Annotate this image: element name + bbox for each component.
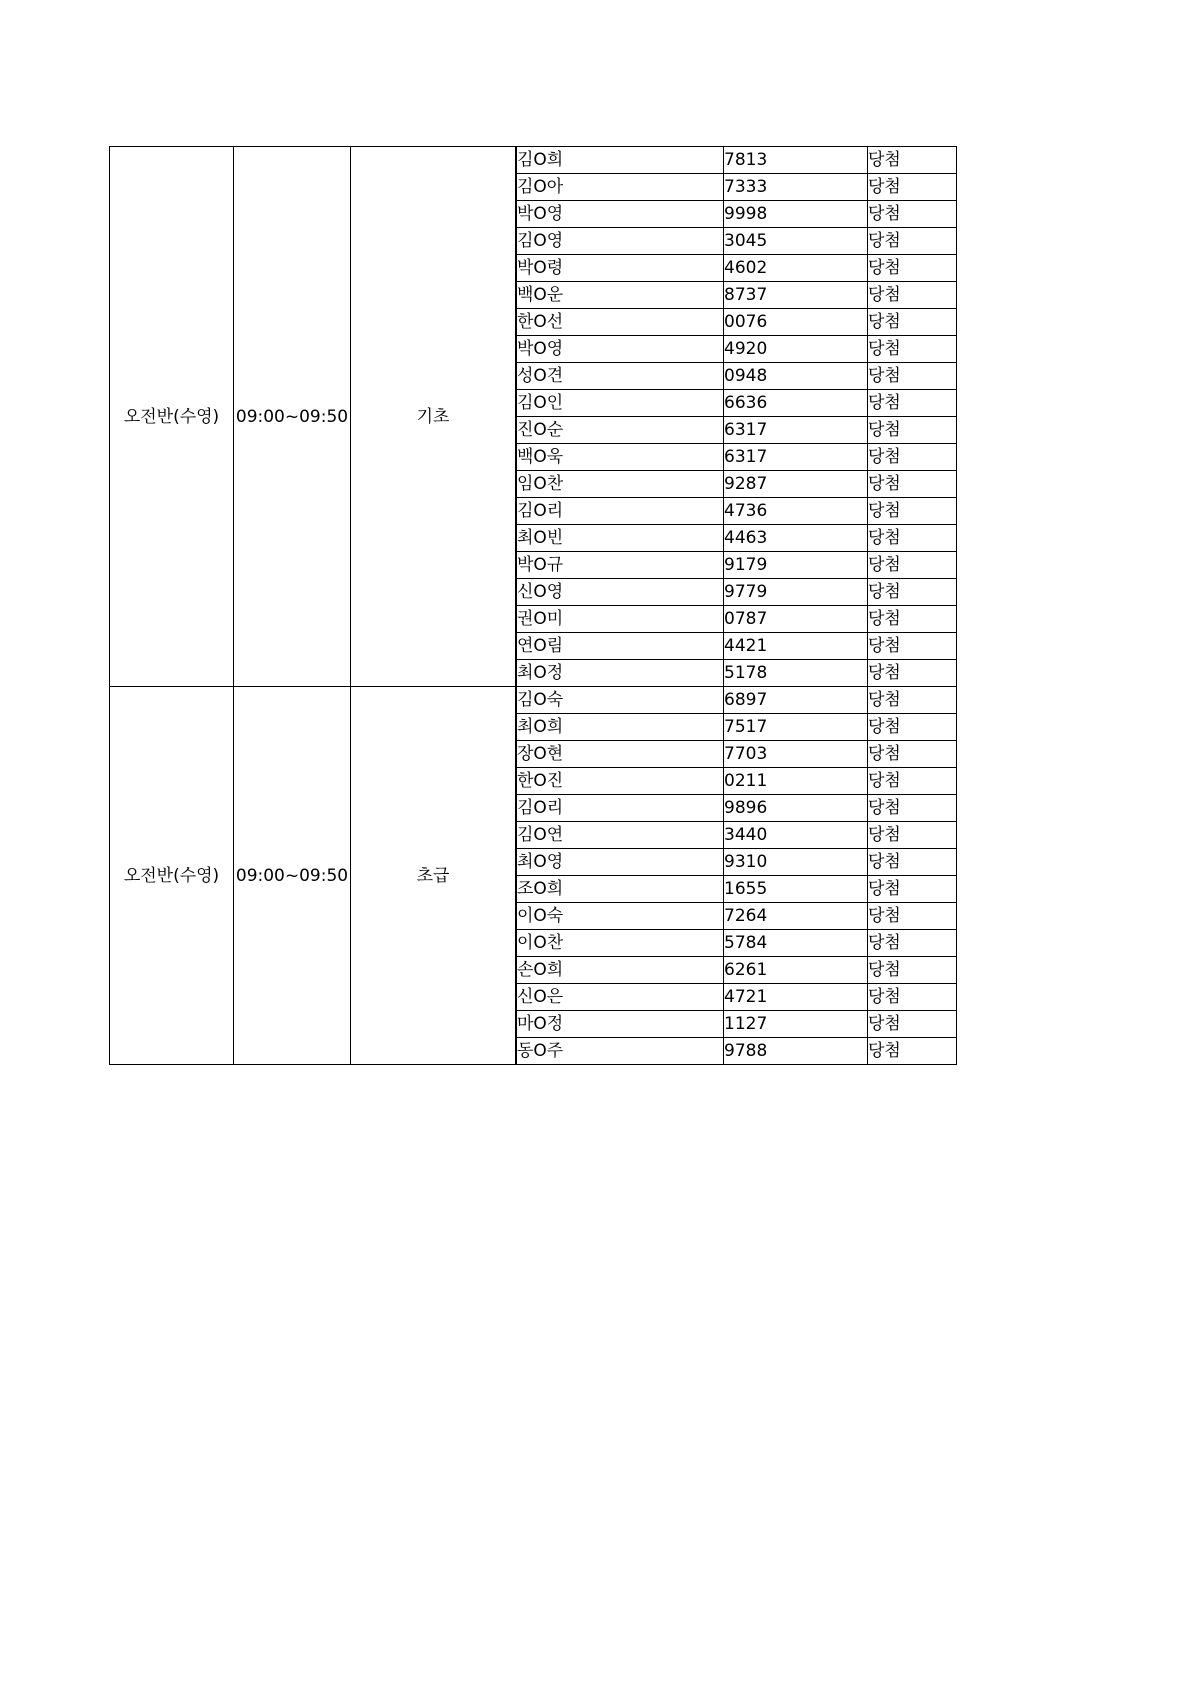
applicant-number-cell: 1127 xyxy=(724,1011,868,1038)
applicant-number-cell: 5178 xyxy=(724,660,868,687)
time-cell: 09:00~09:50 xyxy=(234,147,351,687)
applicant-number-cell: 9998 xyxy=(724,201,868,228)
applicant-name-cell: 김O리 xyxy=(517,795,724,822)
result-status-cell: 당첨 xyxy=(868,741,957,768)
table-row xyxy=(110,687,957,714)
time-cell: 09:00~09:50 xyxy=(234,687,351,1065)
applicant-number-cell: 9287 xyxy=(724,471,868,498)
applicant-number-cell: 1655 xyxy=(724,876,868,903)
lottery-result-table xyxy=(109,146,957,1065)
applicant-name-cell: 박O영 xyxy=(517,201,724,228)
result-status-cell: 당첨 xyxy=(868,444,957,471)
result-status-cell: 당첨 xyxy=(868,552,957,579)
applicant-number-cell: 9179 xyxy=(724,552,868,579)
result-status-cell: 당첨 xyxy=(868,714,957,741)
applicant-number-cell: 4463 xyxy=(724,525,868,552)
applicant-number-cell: 3440 xyxy=(724,822,868,849)
result-status-cell: 당첨 xyxy=(868,201,957,228)
lottery-result-sheet xyxy=(109,146,957,1065)
applicant-number-cell: 3045 xyxy=(724,228,868,255)
applicant-name-cell: 백O운 xyxy=(517,282,724,309)
applicant-number-cell: 7517 xyxy=(724,714,868,741)
result-status-cell: 당첨 xyxy=(868,849,957,876)
applicant-name-cell: 이O숙 xyxy=(517,903,724,930)
applicant-name-cell: 박O령 xyxy=(517,255,724,282)
applicant-name-cell: 김O인 xyxy=(517,390,724,417)
applicant-name-cell: 동O주 xyxy=(517,1038,724,1065)
result-status-cell: 당첨 xyxy=(868,174,957,201)
applicant-number-cell: 4602 xyxy=(724,255,868,282)
applicant-name-cell: 김O아 xyxy=(517,174,724,201)
applicant-name-cell: 연O림 xyxy=(517,633,724,660)
applicant-number-cell: 4736 xyxy=(724,498,868,525)
applicant-name-cell: 최O빈 xyxy=(517,525,724,552)
table-body xyxy=(110,147,957,1065)
result-status-cell: 당첨 xyxy=(868,1038,957,1065)
applicant-number-cell: 5784 xyxy=(724,930,868,957)
applicant-name-cell: 장O현 xyxy=(517,741,724,768)
applicant-number-cell: 6636 xyxy=(724,390,868,417)
applicant-name-cell: 신O영 xyxy=(517,579,724,606)
level-cell: 기초 xyxy=(351,147,516,687)
level-cell: 초급 xyxy=(351,687,516,1065)
applicant-number-cell: 6317 xyxy=(724,444,868,471)
applicant-number-cell: 7264 xyxy=(724,903,868,930)
applicant-name-cell: 이O찬 xyxy=(517,930,724,957)
applicant-number-cell: 9310 xyxy=(724,849,868,876)
result-status-cell: 당첨 xyxy=(868,903,957,930)
applicant-number-cell: 7813 xyxy=(724,147,868,174)
session-cell: 오전반(수영) xyxy=(110,147,234,687)
result-status-cell: 당첨 xyxy=(868,255,957,282)
result-status-cell: 당첨 xyxy=(868,876,957,903)
applicant-name-cell: 최O희 xyxy=(517,714,724,741)
result-status-cell: 당첨 xyxy=(868,309,957,336)
result-status-cell: 당첨 xyxy=(868,417,957,444)
applicant-number-cell: 9896 xyxy=(724,795,868,822)
session-cell: 오전반(수영) xyxy=(110,687,234,1065)
result-status-cell: 당첨 xyxy=(868,984,957,1011)
applicant-number-cell: 6317 xyxy=(724,417,868,444)
applicant-number-cell: 9788 xyxy=(724,1038,868,1065)
applicant-name-cell: 최O정 xyxy=(517,660,724,687)
result-status-cell: 당첨 xyxy=(868,525,957,552)
applicant-name-cell: 김O숙 xyxy=(517,687,724,714)
result-status-cell: 당첨 xyxy=(868,795,957,822)
applicant-number-cell: 4421 xyxy=(724,633,868,660)
result-status-cell: 당첨 xyxy=(868,957,957,984)
applicant-number-cell: 7333 xyxy=(724,174,868,201)
result-status-cell: 당첨 xyxy=(868,579,957,606)
applicant-number-cell: 0076 xyxy=(724,309,868,336)
result-status-cell: 당첨 xyxy=(868,471,957,498)
applicant-number-cell: 4920 xyxy=(724,336,868,363)
result-status-cell: 당첨 xyxy=(868,768,957,795)
applicant-name-cell: 최O영 xyxy=(517,849,724,876)
applicant-number-cell: 9779 xyxy=(724,579,868,606)
result-status-cell: 당첨 xyxy=(868,606,957,633)
result-status-cell: 당첨 xyxy=(868,633,957,660)
applicant-name-cell: 마O정 xyxy=(517,1011,724,1038)
applicant-name-cell: 진O순 xyxy=(517,417,724,444)
applicant-number-cell: 6261 xyxy=(724,957,868,984)
applicant-name-cell: 한O선 xyxy=(517,309,724,336)
result-status-cell: 당첨 xyxy=(868,930,957,957)
applicant-name-cell: 김O리 xyxy=(517,498,724,525)
applicant-name-cell: 권O미 xyxy=(517,606,724,633)
result-status-cell: 당첨 xyxy=(868,1011,957,1038)
result-status-cell: 당첨 xyxy=(868,390,957,417)
applicant-name-cell: 성O견 xyxy=(517,363,724,390)
applicant-name-cell: 김O연 xyxy=(517,822,724,849)
result-status-cell: 당첨 xyxy=(868,363,957,390)
result-status-cell: 당첨 xyxy=(868,228,957,255)
applicant-number-cell: 6897 xyxy=(724,687,868,714)
applicant-number-cell: 0787 xyxy=(724,606,868,633)
applicant-name-cell: 김O희 xyxy=(517,147,724,174)
applicant-name-cell: 박O규 xyxy=(517,552,724,579)
applicant-name-cell: 신O은 xyxy=(517,984,724,1011)
result-status-cell: 당첨 xyxy=(868,660,957,687)
applicant-name-cell: 임O찬 xyxy=(517,471,724,498)
result-status-cell: 당첨 xyxy=(868,822,957,849)
applicant-name-cell: 박O영 xyxy=(517,336,724,363)
applicant-number-cell: 8737 xyxy=(724,282,868,309)
result-status-cell: 당첨 xyxy=(868,336,957,363)
applicant-name-cell: 조O희 xyxy=(517,876,724,903)
applicant-number-cell: 0211 xyxy=(724,768,868,795)
result-status-cell: 당첨 xyxy=(868,282,957,309)
result-status-cell: 당첨 xyxy=(868,498,957,525)
applicant-name-cell: 한O진 xyxy=(517,768,724,795)
applicant-name-cell: 김O영 xyxy=(517,228,724,255)
applicant-name-cell: 백O욱 xyxy=(517,444,724,471)
result-status-cell: 당첨 xyxy=(868,147,957,174)
applicant-number-cell: 4721 xyxy=(724,984,868,1011)
applicant-number-cell: 0948 xyxy=(724,363,868,390)
table-row xyxy=(110,147,957,174)
applicant-name-cell: 손O희 xyxy=(517,957,724,984)
applicant-number-cell: 7703 xyxy=(724,741,868,768)
result-status-cell: 당첨 xyxy=(868,687,957,714)
